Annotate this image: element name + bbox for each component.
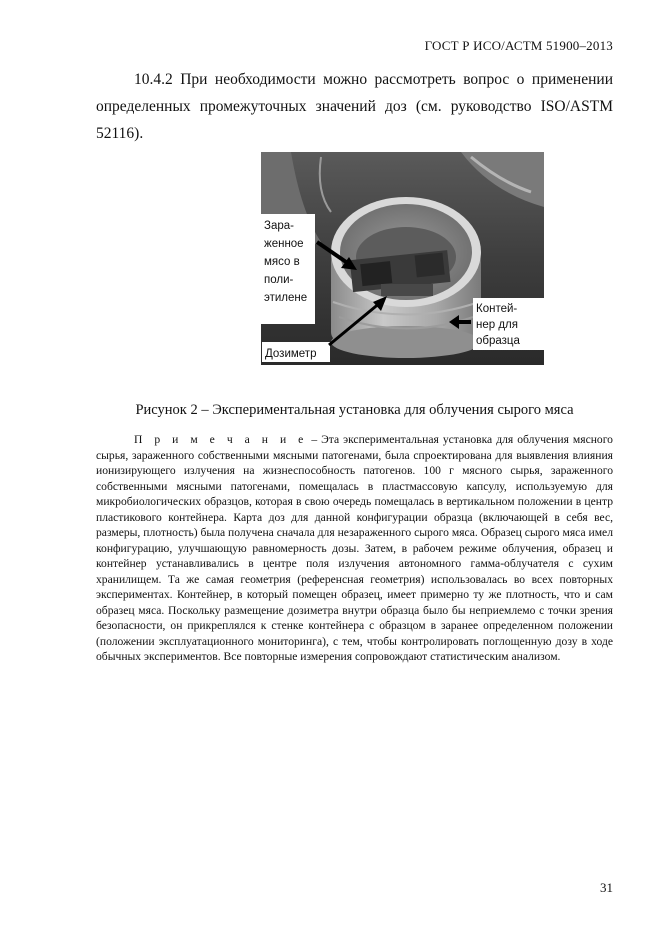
figure-caption: Рисунок 2 – Экспериментальная установка для облучения сырого мяса — [135, 402, 574, 418]
dosimeter-label: Дозиметр — [265, 348, 317, 360]
paragraph-text: 10.4.2 При необходимости можно рассмотреть вопрос о применении определенных промежуточных значений доз (см. руководство ISO/ASTM 52116). — [96, 71, 613, 142]
container-label-line-1: Контей- — [476, 303, 518, 315]
section-paragraph — [96, 66, 613, 147]
experiment-photo — [261, 152, 544, 365]
figure-note — [96, 432, 613, 665]
meat-label-line-1: Зара- — [264, 220, 294, 232]
meat-label-line-5: этилене — [264, 292, 308, 304]
meat-label-line-3: мясо в — [264, 256, 300, 268]
meat-label-line-4: поли- — [264, 274, 294, 286]
note-prefix: П р и м е ч а н и е — [134, 433, 308, 446]
meat-label-line-2: женное — [264, 238, 304, 250]
container-label-line-3: образца — [476, 335, 520, 347]
container-label-line-2: нер для — [476, 319, 518, 331]
page-number: 31 — [600, 880, 613, 895]
note-text: – Эта экспериментальная установка для облучения мясного сырья, зараженного собственными мясными патогенами, была спроектирована для выявления влияния ионизирующего излучения на жизнеспособность патогенов. 100 г мясного сырья, зараженного собственными мясными патогенами, помещалась в пластмассовую капсулу, используемую для микробиологических образцов, которая в свою очередь помещалась в вертикальном положении в центр пластикового контейнера. Карта доз для данной конфигурации образца (включающей в себя вес, размеры, плотность) была получена сначала для незараженного сырого мяса. Образец сырого мяса имел конфигурацию, улучшающую равномерность дозы. Затем, в рабочем режиме облучения, образец и контейнер устанавливались в центре поля излучения автономного гамма-облучателя с сухим хранилищем. Та же самая геометрия (референсная геометрия) использовалась во всех повторных экспериментах. Контейнер, в который помещен образец, имеет примерно ту же плотность, что и сам образец мяса. Поскольку размещение дозиметра внутри образца было бы неприемлемо с точки зрения безопасности, он прикреплялся к стенке контейнера с образцом в заранее определенном положении (положении эксплуатационного мониторинга), с тем, чтобы контролировать поглощенную дозу в ходе обычных экспериментов. Все повторные измерения сопровождают статистическим анализом. — [96, 433, 613, 663]
document-code-header: ГОСТ Р ИСО/АСТМ 51900–2013 — [424, 38, 613, 53]
